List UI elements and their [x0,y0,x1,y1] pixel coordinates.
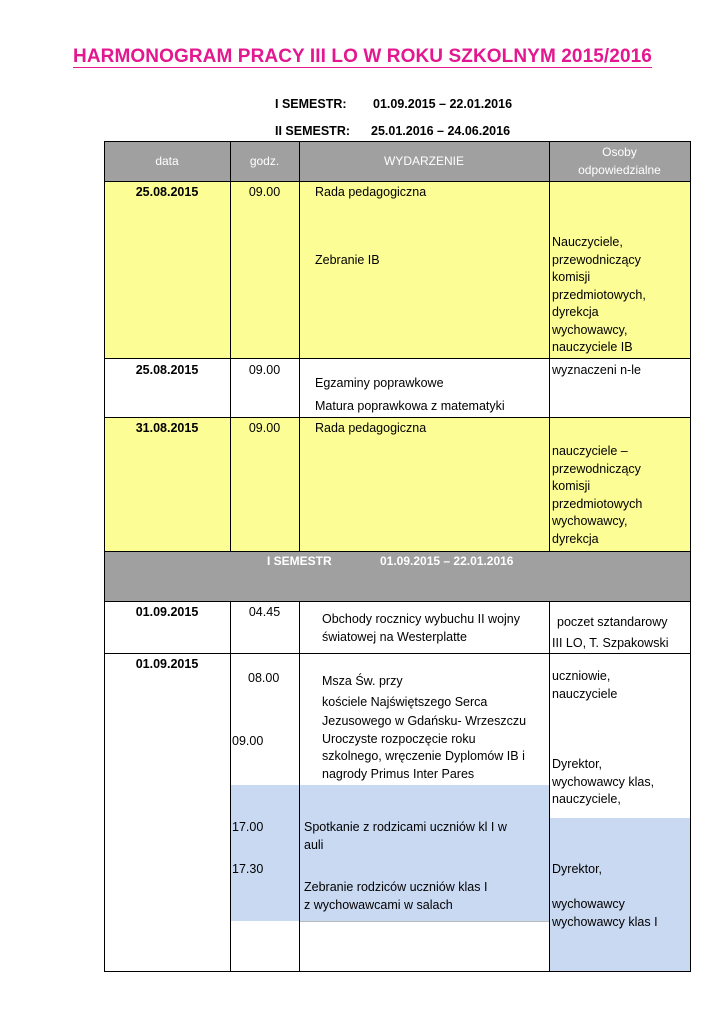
row3-person-line: przedmiotowych [552,496,643,511]
row5-event-line: Msza Św. przy [322,674,403,688]
row5-event-c [304,879,487,914]
row4-event-line: światowej na Westerplatte [322,629,467,644]
row4-person-line: poczet sztandarowy [557,615,668,629]
border [299,141,300,551]
row5-persons-d [552,896,658,931]
border [104,181,691,182]
row4-event-line: Obchody rocznicy wybuchu II wojny [322,612,521,626]
row5-event-line: Jezusowego w Gdańsku- Wrzeszczu [322,714,527,728]
row3-event-1: Rada pedagogiczna [315,421,427,435]
row5-person-line: nauczyciele, [552,792,621,806]
border [104,417,691,418]
row1-person-line: wychowawcy, [552,322,628,337]
row2-date: 25.08.2015 [135,363,199,377]
header-event: WYDARZENIE [383,154,464,168]
border [690,141,691,972]
row2-event-2: Matura poprawkowa z matematyki [315,399,505,413]
row3-hour: 09.00 [248,421,281,435]
border [549,601,550,972]
row2-event-1: Egzaminy poprawkowe [315,376,444,390]
row1-persons [552,234,646,357]
header-persons-line2: odpowiedzialne [578,163,661,177]
row3-person-line: dyrekcja [552,531,599,546]
row3-date: 31.08.2015 [135,421,199,435]
row5-event-a [322,671,526,783]
row5-event-line: auli [304,837,324,852]
row4-persons [552,612,669,654]
row1-fill-left [104,181,549,358]
row5-date: 01.09.2015 [135,657,199,671]
first-semester-label: I SEMESTR: [275,97,347,111]
row5-person-line: Dyrektor, [552,757,603,771]
row1-date: 25.08.2015 [135,185,199,199]
border [299,601,300,972]
row4-event [322,611,520,646]
border [104,358,691,359]
border [299,921,549,922]
row4-hour: 04.45 [248,605,281,619]
row4-date: 01.09.2015 [135,605,199,619]
row5-persons-b [552,756,654,809]
row5-event-b [304,819,507,854]
border [104,601,691,602]
row1-person-line: nauczyciele IB [552,340,633,354]
row1-event-1: Rada pedagogiczna [315,185,427,199]
row5-fill-persons [549,818,690,971]
row5-persons-c: Dyrektor, [552,862,603,876]
row3-person-line: nauczyciele – [552,444,628,458]
row1-person-line: dyrekcja [552,305,599,319]
border [104,551,691,552]
row5-person-line: nauczyciele [552,686,618,701]
row5-person-line: wychowawcy klas I [552,914,658,929]
row5-event-line: nagrody Primus Inter Pares [322,766,475,781]
row1-hour: 09.00 [248,185,281,199]
row5-event-line: z wychowawcami w salach [304,897,453,912]
row5-person-line: wychowawcy [552,897,625,911]
row5-event-line: kościele Najświętszego Serca [322,695,488,709]
border [104,141,105,972]
row4-person-line: III LO, T. Szpakowski [552,636,669,650]
first-semester-dates: 01.09.2015 – 22.01.2016 [373,97,513,111]
second-semester-label: II SEMESTR: [275,124,351,138]
semester-band-dates: 01.09.2015 – 22.01.2016 [380,554,514,568]
row5-hour-2: 09.00 [232,734,264,748]
border [230,601,231,972]
row5-event-line: Spotkanie z rodzicami uczniów kl I w [304,820,507,834]
header-hour: godz. [249,154,280,168]
header-persons-line1: Osoby [602,145,637,159]
row1-person-line: Nauczyciele, [552,235,623,249]
row5-hour-4: 17.30 [232,862,264,876]
row1-person-line: przewodniczący [552,252,641,267]
border [230,141,231,551]
page-title: HARMONOGRAM PRACY III LO W ROKU SZKOLNYM 2015/2016 [73,46,652,67]
border [104,141,691,142]
row5-event-line: Zebranie rodziców uczniów klas I [304,880,488,894]
row2-persons: wyznaczeni n-le [552,363,641,377]
row5-person-line: wychowawcy klas, [552,774,655,789]
row3-person-line: komisji [552,479,591,493]
row3-person-line: wychowawcy, [552,514,628,528]
second-semester-dates: 25.01.2016 – 24.06.2016 [371,124,511,138]
header-date: data [155,154,179,168]
border [549,141,550,551]
semester-band-label: I SEMESTR [267,554,332,568]
row3-persons [552,443,642,548]
row5-person-line: uczniowie, [552,669,611,683]
row1-person-line: przedmiotowych, [552,287,646,302]
row5-persons-a [552,668,617,703]
row3-person-line: przewodniczący [552,461,641,476]
row1-event-2: Zebranie IB [315,253,380,267]
border [104,971,691,972]
row5-hour-1: 08.00 [248,671,280,685]
row5-event-line: szkolnego, wręczenie Dyplomów IB i [322,749,525,763]
row5-hour-3: 17.00 [232,820,264,834]
row5-event-line: Uroczyste rozpoczęcie roku [322,731,476,746]
row1-person-line: komisji [552,270,591,284]
row2-hour: 09.00 [248,363,281,377]
